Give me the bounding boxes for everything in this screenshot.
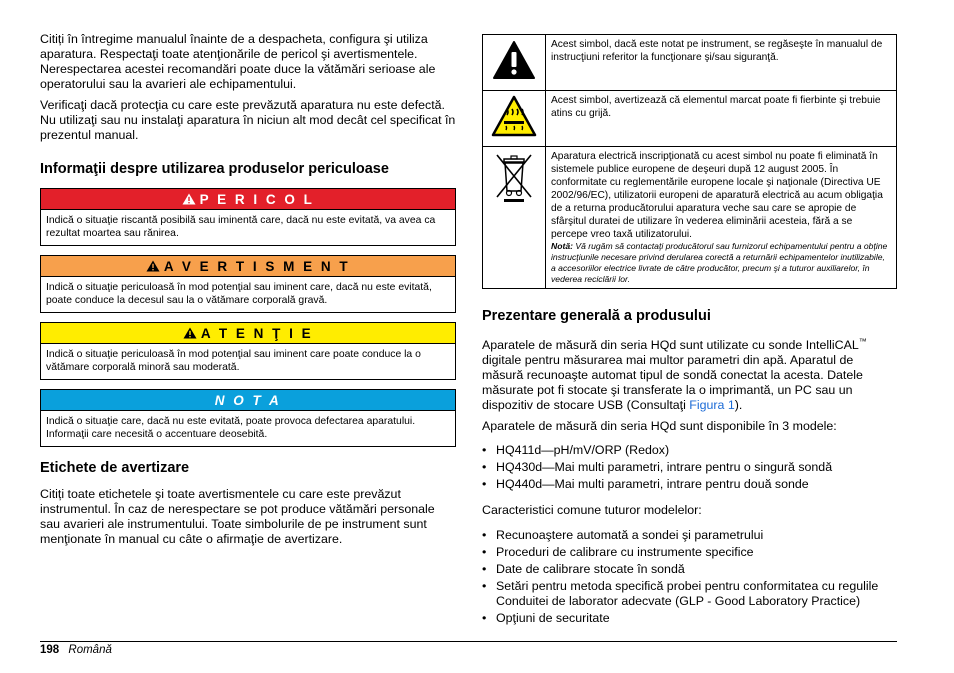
overview-paragraph-2: Aparatele de măsură din seria HQd sunt disponibile în 3 modele:	[482, 419, 837, 434]
warning-label: A V E R T I S M E N T	[163, 258, 351, 274]
warning-labels-paragraph: Citiți toate etichetele şi toate avertismentele cu care este prevăzut instrumentul. În caz de nerespectare se pot produce vătămări personale sau avarieri ale instrumentului. Toate simbolurile de pe instrument sunt menţionate în manual cu câte o afirmaţie de avertizare.	[40, 487, 435, 546]
warning-box	[40, 255, 456, 313]
page-number: 198	[40, 644, 60, 656]
danger-box	[40, 188, 456, 246]
symbol-row	[483, 91, 897, 147]
warning-labels-heading: Etichete de avertizare	[40, 460, 190, 476]
danger-text: Indică o situaţie riscantă posibilă sau iminentă care, dacă nu este evitată, va avea ca rezultat moartea sau rănirea.	[46, 215, 436, 239]
list-item: • Recunoaştere automată a sondei şi parametrului	[482, 528, 897, 543]
list-item: • Opţiuni de securitate	[482, 611, 897, 626]
intro-paragraph-1: Citiți în întregime manualul înainte de a despacheta, configura şi utiliza aparatura. Respectaţi toate atenţionările de pericol şi avertismentele. Nerespectarea acestei recomandări poate duce la vătămări serioase ale operatorului sau la avarieri ale echipamentului.	[40, 32, 436, 91]
figure-1-link[interactable]: Figura 1	[689, 398, 735, 413]
list-item: • HQ411d—pH/mV/ORP (Redox)	[482, 443, 897, 458]
left-column	[40, 32, 456, 547]
footer-language: Română	[68, 644, 112, 656]
notice-box	[40, 389, 456, 447]
danger-header	[41, 189, 455, 210]
page-footer	[40, 644, 112, 656]
overview-text-a: Aparatele de măsură din seria HQd sunt utilizate cu sonde IntelliCAL	[482, 338, 859, 353]
overview-text-b: digitale pentru măsurarea mai multor parametri din apă. Aparatul de măsură recunoaşte automat tipul de sondă conectat la acesta. Datele măsurate pot fi stocate şi transferate la o imprimantă, un PC sau un dispozitiv de stocare USB (Consultaţi	[482, 353, 863, 413]
symbol-description: Acest simbol, dacă este notat pe instrument, se regăseşte în manualul de instrucţiuni referitor la funcţionare şi/sau siguranţă.	[546, 35, 897, 91]
symbol-row	[483, 147, 897, 289]
list-item: • Proceduri de calibrare cu instrumente specifice	[482, 545, 897, 560]
weee-text: Aparatura electrică inscripţionată cu acest simbol nu poate fi eliminată în sistemele publice europene de deşeuri după 12 august 2005. În conformitate cu reglementările europene locale şi naţionale (Directiva UE 2002/96/EC), utilizatorii europeni de aparatură electrică au acum obligaţia de a returna producătorului aparatura veche sau care se apropie de sfârşitul duratei de utilizare în vederea eliminării acesteia, fără a se percepe vreo taxă utilizatorului.	[551, 151, 883, 240]
notice-text: Indică o situaţie care, dacă nu este evitată, poate provoca defectarea aparatului. Informaţii care necesită o accentuare deosebită.	[46, 416, 416, 440]
list-item: • HQ430d—Mai multi parametri, intrare pentru o singură sondă	[482, 460, 897, 475]
notice-header	[41, 390, 455, 411]
symbol-icon-cell	[483, 147, 546, 289]
product-overview-heading: Prezentare generală a produsului	[482, 308, 711, 324]
intro-paragraph-2: Verificaţi dacă protecţia cu care este prevăzută aparatura nu este defectă. Nu utilizaţi sau nu instalaţi aparatura în niciun alt mod decât cel specificat în prezentul manual.	[40, 98, 456, 142]
features-intro: Caracteristici comune tuturor modelelor:	[482, 503, 702, 518]
weee-note	[551, 241, 891, 285]
warning-triangle-icon	[492, 40, 536, 80]
symbol-description	[546, 147, 897, 289]
warning-triangle-icon	[182, 193, 196, 205]
warning-text: Indică o situaţie periculoasă în mod potenţial sau iminent care, dacă nu este evitată, poate conduce la decesul sau la o vătămare corporală gravă.	[46, 282, 432, 306]
caution-box	[40, 322, 456, 380]
hazard-info-heading: Informaţii despre utilizarea produselor periculoase	[40, 161, 389, 177]
notice-label: N O T A	[214, 392, 282, 408]
right-column	[482, 34, 897, 628]
symbol-icon-cell	[483, 35, 546, 91]
hot-surface-icon	[491, 95, 537, 137]
symbol-row	[483, 35, 897, 91]
overview-paragraph-1	[482, 334, 897, 413]
caution-header	[41, 323, 455, 344]
footer-divider	[40, 641, 897, 642]
list-item: • Date de calibrare stocate în sondă	[482, 562, 897, 577]
symbols-table	[482, 34, 897, 289]
features-list	[482, 528, 897, 626]
symbol-description: Acest simbol, avertizează că elementul marcat poate fi fierbinte şi trebuie atins cu grijă.	[546, 91, 897, 147]
symbol-icon-cell	[483, 91, 546, 147]
list-item: • HQ440d—Mai multi parametri, intrare pentru două sonde	[482, 477, 897, 492]
list-item: • Setări pentru metoda specifică probei pentru conformitatea cu regulile Conduitei de laborator adecvate (GLP - Good Laboratory Practice)	[482, 579, 897, 609]
overview-text-c: ).	[734, 398, 743, 413]
weee-bin-icon	[494, 153, 534, 203]
models-list	[482, 443, 897, 492]
note-label: Notă:	[551, 241, 573, 251]
caution-label: A T E N Ţ I E	[200, 325, 314, 341]
trademark-symbol: ™	[858, 337, 867, 346]
warning-header	[41, 256, 455, 277]
warning-triangle-icon	[183, 327, 197, 339]
caution-text: Indică o situaţie periculoasă în mod potenţial sau iminent care poate conduce la o vătămare corporală minoră sau moderată.	[46, 349, 421, 373]
note-text: Vă rugăm să contactaţi producătorul sau furnizorul echipamentului pentru a obţine instrucţiunile necesare privind derularea corectă a returnării echipamentelor inutilizabile, a accesoriilor electrice livrate de către producător, precum şi a tuturor auxiliarelor, în vederea reciclării lor.	[551, 241, 888, 284]
warning-triangle-icon	[146, 260, 160, 272]
danger-label: P E R I C O L	[199, 191, 315, 207]
